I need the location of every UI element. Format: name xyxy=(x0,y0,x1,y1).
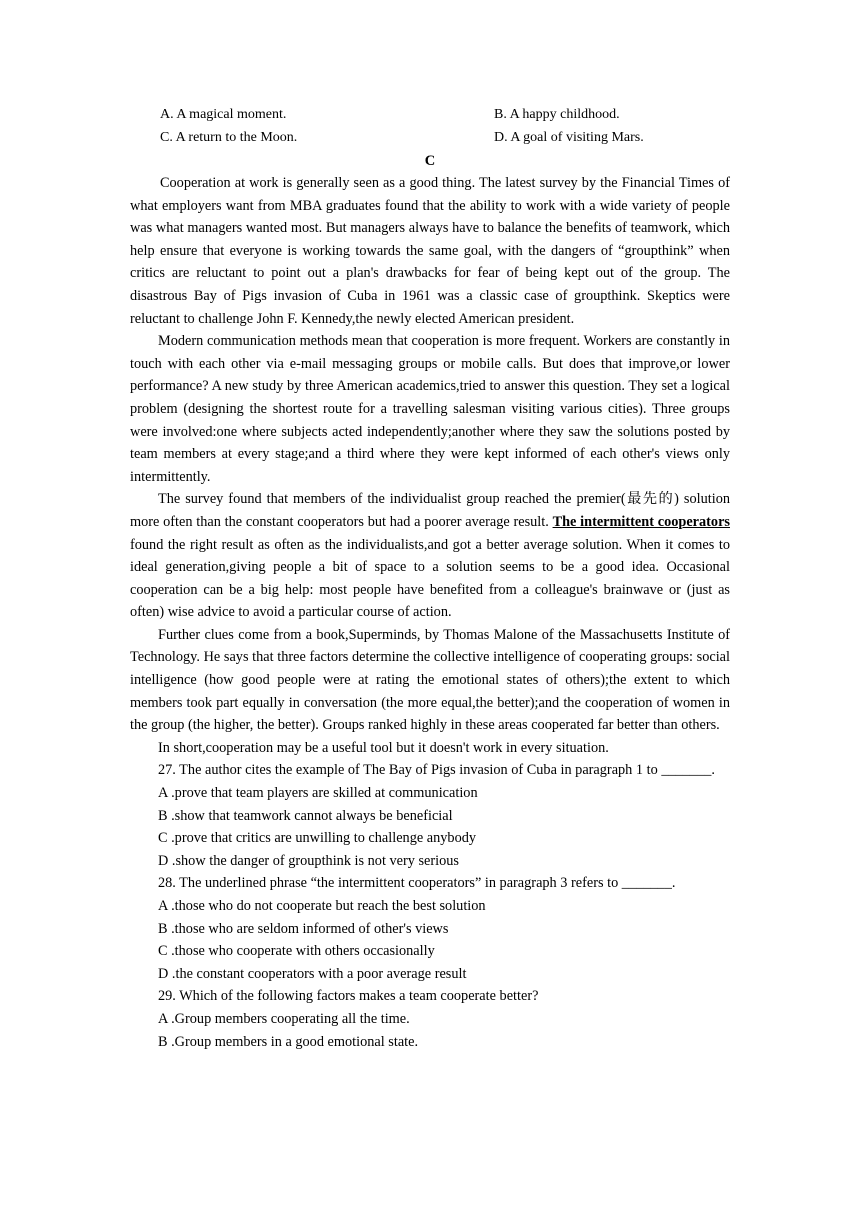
question-28-option-b: B .those who are seldom informed of other's views xyxy=(158,920,449,937)
question-27-stem: 27. The author cites the example of The Bay of Pigs invasion of Cuba in paragraph 1 to _______. xyxy=(158,762,715,779)
paragraph-1: Cooperation at work is generally seen as a good thing. The latest survey by the Financial Times of what employers want from MBA graduates found that the ability to work with a wide variety of people was what managers wanted most. But managers always have to balance the benefits of teamwork, which help ensure that everyone is working towards the same goal, with the dangers of “groupthink” when critics are reluctant to point out a plan's drawbacks for fear of being kept out of the group. The disastrous Bay of Pigs invasion of Cuba in 1961 was a classic case of groupthink. Skeptics were reluctant to challenge John F. Kennedy,the newly elected American president. xyxy=(130,175,730,327)
passage-and-questions xyxy=(130,172,730,1053)
option-c: C. A return to the Moon. xyxy=(160,129,298,145)
paragraph-3-text-before: The survey found that members of the individualist group reached the premier(最先的) solution more often than the constant cooperators but had a poorer average result. xyxy=(130,491,730,530)
paragraph-2: Modern communication methods mean that cooperation is more frequent. Workers are constantly in touch with each other via e-mail messaging groups or mobile calls. But does that improve,or lower performance? A new study by three American academics,tried to answer this question. They set a logical problem (designing the shortest route for a travelling salesman visiting various cities). Three groups were involved:one where subjects acted independently;another where they saw the solutions posted by team members at every stage;and a third where they were kept informed of each other's views only intermittently. xyxy=(130,333,730,485)
question-27-option-c: C .prove that critics are unwilling to challenge anybody xyxy=(158,830,477,847)
question-27-option-b: B .show that teamwork cannot always be beneficial xyxy=(158,807,453,824)
question-27-option-a: A .prove that team players are skilled at communication xyxy=(158,785,478,802)
options-row-2 xyxy=(160,127,720,150)
options-row-1 xyxy=(160,104,720,127)
question-27-option-d: D .show the danger of groupthink is not very serious xyxy=(158,852,459,869)
paragraph-4: Further clues come from a book,Superminds, by Thomas Malone of the Massachusetts Institute of Technology. He says that three factors determine the collective intelligence of cooperating groups: social intelligence (how good people were at rating the emotional states of others);the extent to which members took part equally in conversation (the more equal,the better);and the cooperation of women in the group (the higher, the better). Groups ranked highly in these areas cooperated far better than others. xyxy=(130,626,730,734)
paragraph-3-text-after: found the right result as often as the individualists,and got a better average solution. When it comes to ideal generation,giving people a bit of space to a solution seems to be a good idea. Occasional cooperation can be a big help: most people have benefited from a colleague's brainwave or (just as often) wise advice to avoid a particular course of action. xyxy=(130,536,730,621)
previous-question-options xyxy=(160,104,720,149)
question-29-option-b: B .Group members in a good emotional state. xyxy=(158,1033,419,1050)
question-28-option-d: D .the constant cooperators with a poor average result xyxy=(158,965,467,982)
question-28-stem: 28. The underlined phrase “the intermittent cooperators” in paragraph 3 refers to _______. xyxy=(158,875,676,892)
question-29-stem: 29. Which of the following factors makes a team cooperate better? xyxy=(158,988,539,1005)
question-29-option-a: A .Group members cooperating all the time. xyxy=(158,1010,410,1027)
paragraph-5: In short,cooperation may be a useful tool but it doesn't work in every situation. xyxy=(158,739,609,756)
question-28-option-a: A .those who do not cooperate but reach the best solution xyxy=(158,898,486,914)
paragraph-3 xyxy=(130,488,730,624)
section-heading: C xyxy=(424,153,436,169)
option-b: B. A happy childhood. xyxy=(494,107,620,122)
question-28-option-c: C .those who cooperate with others occasionally xyxy=(158,943,435,960)
option-a: A. A magical moment. xyxy=(160,107,287,122)
option-d: D. A goal of visiting Mars. xyxy=(494,129,644,145)
underlined-phrase: The intermittent cooperators xyxy=(552,513,730,530)
